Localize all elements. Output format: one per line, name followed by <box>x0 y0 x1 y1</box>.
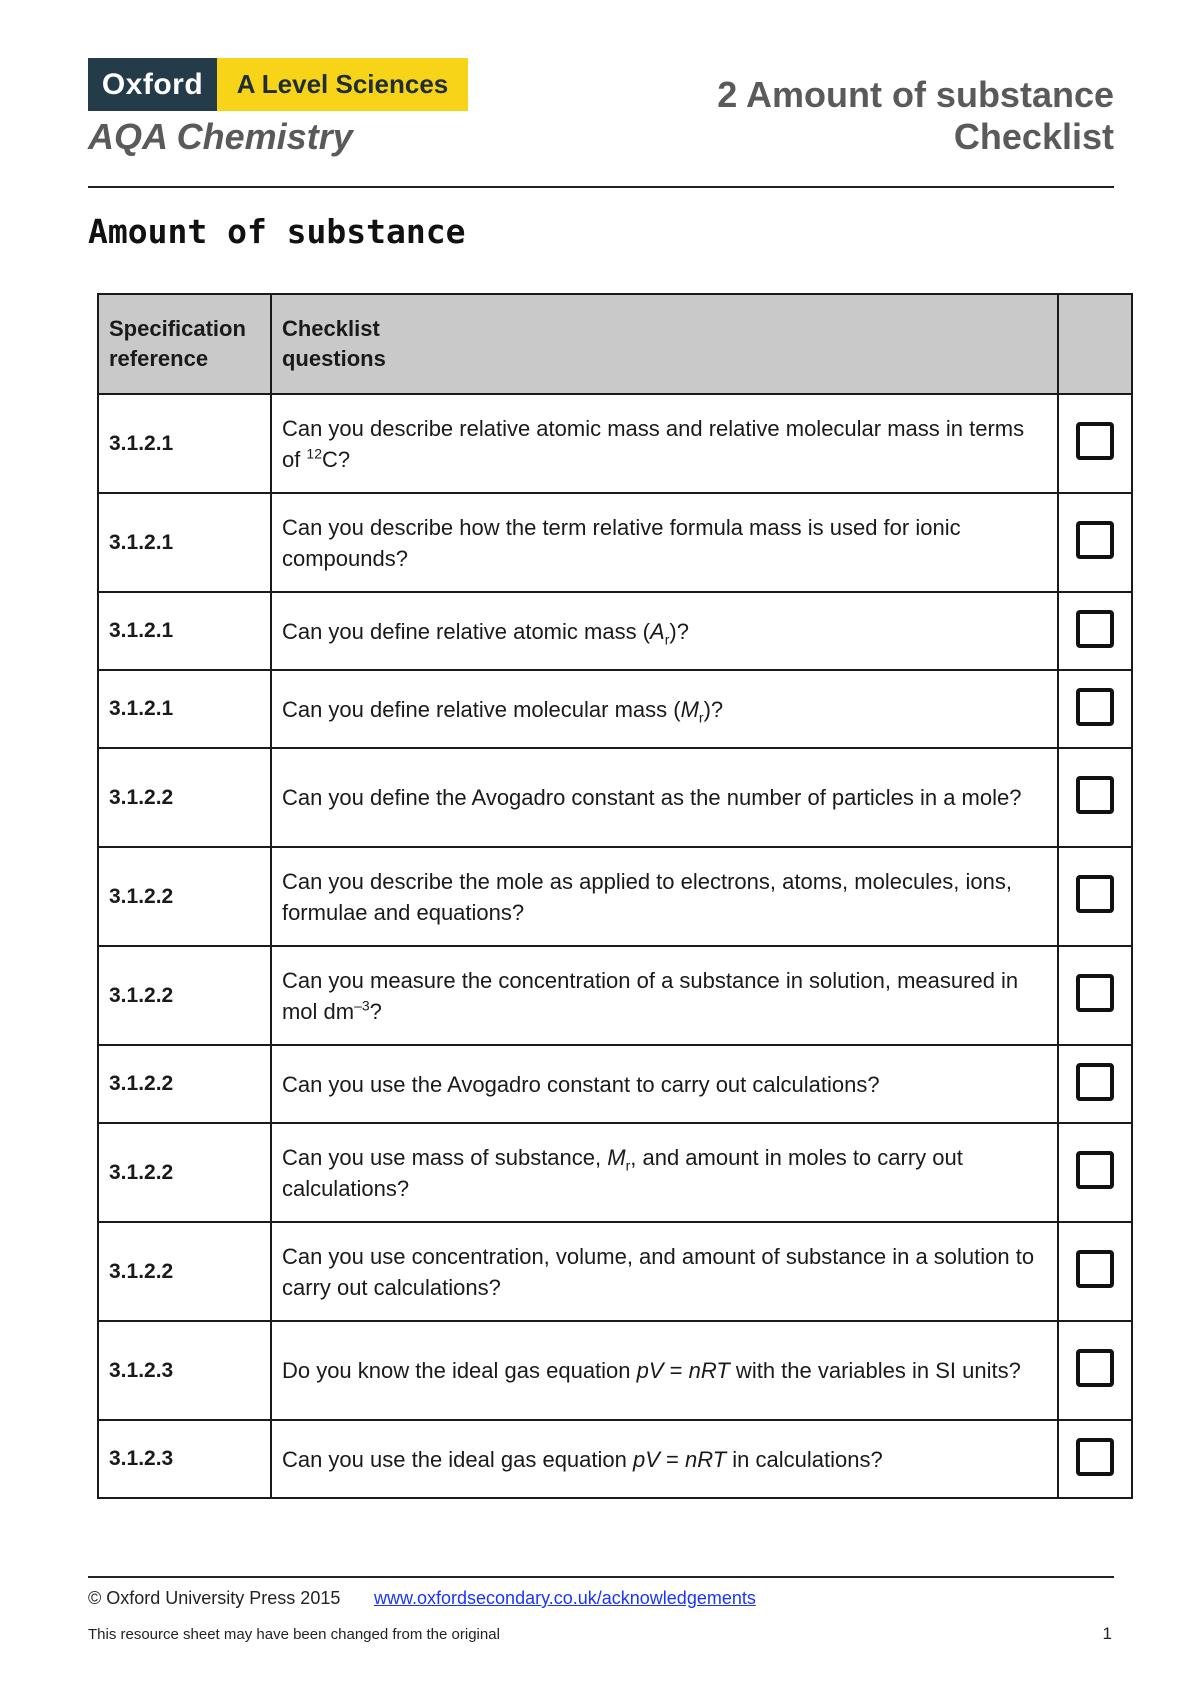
checkbox-cell <box>1058 1222 1132 1321</box>
checkbox-cell <box>1058 493 1132 592</box>
header-q-line1: Checklist <box>281 316 380 341</box>
document-title <box>717 74 1114 158</box>
header-divider <box>88 186 1114 188</box>
checklist-question: Can you describe relative atomic mass and relative molecular mass in terms of $^{12}$C? <box>271 394 1058 493</box>
spec-reference: 3.1.2.1 <box>98 493 271 592</box>
table-row <box>98 1045 1132 1123</box>
table-row <box>98 748 1132 847</box>
checkbox-cell <box>1058 1045 1132 1123</box>
spec-reference: 3.1.2.1 <box>98 592 271 670</box>
checkbox-cell <box>1058 1321 1132 1420</box>
checkbox[interactable] <box>1076 1063 1114 1101</box>
section-title: Amount of substance <box>88 212 466 251</box>
table-row <box>98 394 1132 493</box>
checklist-question: Can you use concentration, volume, and amount of substance in a solution to carry out calculations? <box>271 1222 1058 1321</box>
header-checkbox-column <box>1058 294 1132 394</box>
table-row <box>98 946 1132 1045</box>
checkbox-cell <box>1058 748 1132 847</box>
checkbox-cell <box>1058 670 1132 748</box>
checkbox[interactable] <box>1076 974 1114 1012</box>
acknowledgements-link[interactable]: www.oxfordsecondary.co.uk/acknowledgements <box>374 1588 756 1608</box>
spec-reference: 3.1.2.2 <box>98 1123 271 1222</box>
table-row <box>98 1420 1132 1498</box>
checkbox[interactable] <box>1076 422 1114 460</box>
checkbox-cell <box>1058 592 1132 670</box>
checkbox[interactable] <box>1076 688 1114 726</box>
checkbox[interactable] <box>1076 610 1114 648</box>
brand-sciences: A Level Sciences <box>217 58 468 111</box>
checklist-question: Can you measure the concentration of a substance in solution, measured in mol $dm^{-3}$? <box>271 946 1058 1045</box>
spec-reference: 3.1.2.2 <box>98 946 271 1045</box>
checkbox-cell <box>1058 946 1132 1045</box>
checkbox[interactable] <box>1076 521 1114 559</box>
table-row <box>98 493 1132 592</box>
checkbox-cell <box>1058 394 1132 493</box>
table-row <box>98 847 1132 946</box>
table-header-row <box>98 294 1132 394</box>
checklist-question: Can you describe the mole as applied to electrons, atoms, molecules, ions, formulae and equations? <box>271 847 1058 946</box>
document-title-line2: Checklist <box>953 116 1114 157</box>
brand-oxford: Oxford <box>88 58 217 111</box>
checkbox[interactable] <box>1076 1250 1114 1288</box>
checklist-question: Do you know the ideal gas equation pV = nRT with the variables in SI units? <box>271 1321 1058 1420</box>
checklist-question: Can you define the Avogadro constant as the number of particles in a mole? <box>271 748 1058 847</box>
spec-reference: 3.1.2.2 <box>98 748 271 847</box>
checkbox[interactable] <box>1076 1349 1114 1387</box>
table-row <box>98 670 1132 748</box>
checkbox[interactable] <box>1076 1151 1114 1189</box>
checklist-question: Can you define relative atomic mass $(A_r)$? <box>271 592 1058 670</box>
header-ref-line1: Specification <box>109 316 246 341</box>
checkbox[interactable] <box>1076 776 1114 814</box>
checklist-question: Can you define relative molecular mass $(M_r)$? <box>271 670 1058 748</box>
checklist-table <box>97 293 1133 1499</box>
table-row <box>98 1321 1132 1420</box>
checkbox-cell <box>1058 847 1132 946</box>
spec-reference: 3.1.2.1 <box>98 670 271 748</box>
subject-title: AQA Chemistry <box>88 116 353 157</box>
checkbox-cell <box>1058 1123 1132 1222</box>
header-checklist-questions <box>271 294 1058 394</box>
checkbox[interactable] <box>1076 875 1114 913</box>
header-ref-line2: reference <box>109 346 209 371</box>
table-row <box>98 1123 1132 1222</box>
checklist-question: Can you use mass of substance, $M_r$, and amount in moles to carry out calculations? <box>271 1123 1058 1222</box>
footer-divider <box>88 1576 1114 1578</box>
disclaimer-text: This resource sheet may have been changed from the original <box>88 1626 500 1643</box>
table-row <box>98 592 1132 670</box>
header-spec-reference <box>98 294 271 394</box>
spec-reference: 3.1.2.1 <box>98 394 271 493</box>
brand-logo <box>88 58 468 111</box>
page-number: 1 <box>1102 1624 1112 1643</box>
checklist-question: Can you use the Avogadro constant to carry out calculations? <box>271 1045 1058 1123</box>
checklist-question: Can you describe how the term relative formula mass is used for ionic compounds? <box>271 493 1058 592</box>
spec-reference: 3.1.2.2 <box>98 847 271 946</box>
header-q-line2: questions <box>281 346 386 371</box>
spec-reference: 3.1.2.3 <box>98 1420 271 1498</box>
spec-reference: 3.1.2.2 <box>98 1045 271 1123</box>
checklist-question: Can you use the ideal gas equation pV = nRT in calculations? <box>271 1420 1058 1498</box>
spec-reference: 3.1.2.3 <box>98 1321 271 1420</box>
document-title-line1: 2 Amount of substance <box>717 74 1114 115</box>
checkbox-cell <box>1058 1420 1132 1498</box>
copyright-text: © Oxford University Press 2015 <box>88 1588 341 1608</box>
checkbox[interactable] <box>1076 1438 1114 1476</box>
table-row <box>98 1222 1132 1321</box>
spec-reference: 3.1.2.2 <box>98 1222 271 1321</box>
